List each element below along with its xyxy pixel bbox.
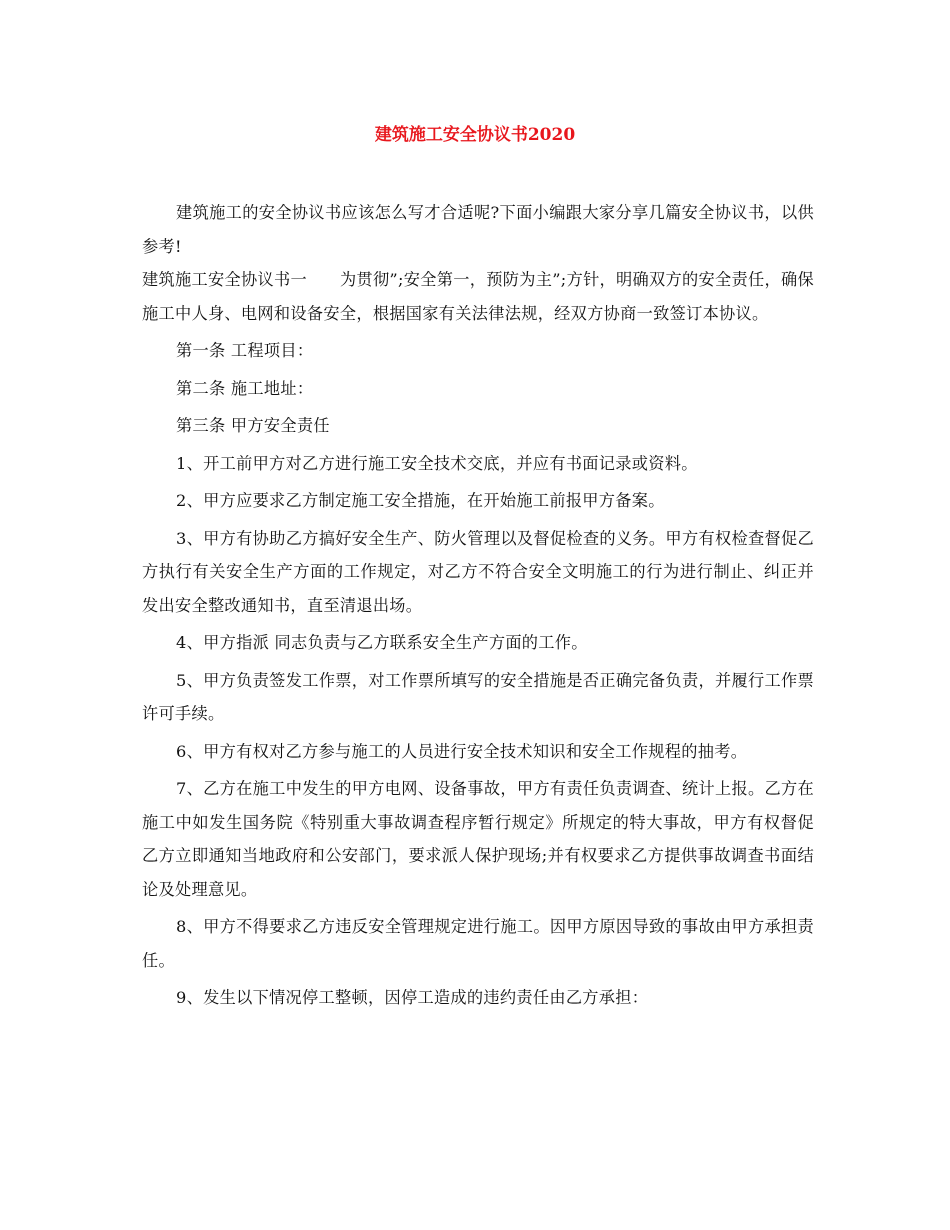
agreement-one-paragraph: 建筑施工安全协议书一 为贯彻”;安全第一，预防为主”;方针，明确双方的安全责任，确保施工中人身、电网和设备安全，根据国家有关法律法规，经双方协商一致签订本协议。 <box>142 270 814 323</box>
article-two-heading: 第二条 施工地址： <box>176 378 314 398</box>
intro-paragraph: 建筑施工的安全协议书应该怎么写才合适呢?下面小编跟大家分享几篇安全协议书，以供参考! <box>142 203 814 256</box>
clause-item: 4、甲方指派 同志负责与乙方联系安全生产方面的工作。 <box>176 633 588 652</box>
clause-item: 1、开工前甲方对乙方进行施工安全技术交底，并应有书面记录或资料。 <box>176 453 698 473</box>
clause-item: 7、乙方在施工中发生的甲方电网、设备事故，甲方有责任负责调查、统计上报。乙方在施工中如发生国务院《特别重大事故调查程序暂行规定》所规定的特大事故，甲方有权督促乙方立即通知当地政府和公安部门，要求派人保护现场;并有权要求乙方提供事故调查书面结论及处理意见。 <box>142 779 814 899</box>
clause-item: 2、甲方应要求乙方制定施工安全措施，在开始施工前报甲方备案。 <box>176 491 665 510</box>
clause-item: 6、甲方有权对乙方参与施工的人员进行安全技术知识和安全工作规程的抽考。 <box>176 741 748 761</box>
clause-item: 5、甲方负责签发工作票，对工作票所填写的安全措施是否正确完备负责，并履行工作票许可手续。 <box>142 670 814 723</box>
clause-item: 8、甲方不得要求乙方违反安全管理规定进行施工。因甲方原因导致的事故由甲方承担责任。 <box>142 917 814 970</box>
clause-item: 9、发生以下情况停工整顿，因停工造成的违约责任由乙方承担： <box>176 988 649 1007</box>
clause-item: 3、甲方有协助乙方搞好安全生产、防火管理以及督促检查的义务。甲方有权检查督促乙方执行有关安全生产方面的工作规定，对乙方不符合安全文明施工的行为进行制止、纠正并发出安全整改通知书，直至清退出场。 <box>142 528 814 615</box>
article-one-heading: 第一条 工程项目： <box>176 341 314 360</box>
article-three-heading: 第三条 甲方安全责任 <box>176 416 330 435</box>
document-body <box>142 196 814 1015</box>
document-title: 建筑施工安全协议书2020 <box>374 125 576 145</box>
